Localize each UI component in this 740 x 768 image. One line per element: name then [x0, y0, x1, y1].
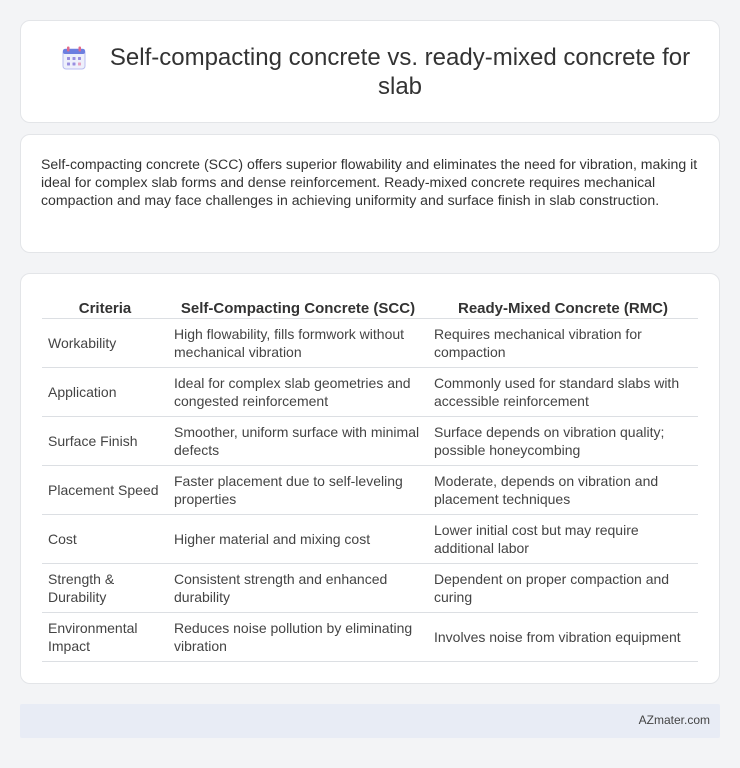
- cell-scc: Consistent strength and enhanced durability: [168, 563, 428, 612]
- cell-scc: Smoother, uniform surface with minimal defects: [168, 416, 428, 465]
- cell-scc: High flowability, fills formwork without mechanical vibration: [168, 318, 428, 367]
- cell-scc: Higher material and mixing cost: [168, 514, 428, 563]
- table-row: [42, 563, 698, 612]
- cell-criteria: Workability: [42, 318, 168, 367]
- cell-rmc: Surface depends on vibration quality; possible honeycombing: [428, 416, 698, 465]
- table-row: [42, 465, 698, 514]
- cell-rmc: Commonly used for standard slabs with accessible reinforcement: [428, 367, 698, 416]
- header-rmc: Ready-Mixed Concrete (RMC): [428, 295, 698, 318]
- cell-rmc: Requires mechanical vibration for compaction: [428, 318, 698, 367]
- table-row: [42, 367, 698, 416]
- calendar-icon: [61, 45, 87, 71]
- cell-criteria: Strength & Durability: [42, 563, 168, 612]
- cell-scc: Ideal for complex slab geometries and congested reinforcement: [168, 367, 428, 416]
- cell-rmc: Moderate, depends on vibration and placement techniques: [428, 465, 698, 514]
- header-scc: Self-Compacting Concrete (SCC): [168, 295, 428, 318]
- summary-card: [20, 134, 720, 253]
- table-row: [42, 416, 698, 465]
- cell-criteria: Placement Speed: [42, 465, 168, 514]
- cell-criteria: Surface Finish: [42, 416, 168, 465]
- header-criteria: Criteria: [42, 295, 168, 318]
- table-header-row: [42, 295, 698, 318]
- summary-text: Self-compacting concrete (SCC) offers superior flowability and eliminates the need for vibration, making it ideal for complex slab forms and dense reinforcement. Ready-mixed concrete requires mechanical compaction and may face challenges in achieving uniformity and surface finish in slab construction.: [41, 156, 698, 208]
- footer-site-link[interactable]: AZmater.com: [638, 713, 710, 727]
- cell-rmc: Dependent on proper compaction and curing: [428, 563, 698, 612]
- cell-criteria: Environmental Impact: [42, 612, 168, 661]
- table-row: [42, 514, 698, 563]
- title-wrap: [61, 43, 699, 101]
- page-title: Self-compacting concrete vs. ready-mixed concrete for slab: [109, 44, 691, 100]
- cell-scc: Faster placement due to self-leveling properties: [168, 465, 428, 514]
- cell-criteria: Application: [42, 367, 168, 416]
- header-card: [20, 20, 720, 123]
- cell-rmc: Involves noise from vibration equipment: [428, 612, 698, 661]
- cell-criteria: Cost: [42, 514, 168, 563]
- footer-bar: [20, 704, 720, 738]
- comparison-table: [42, 295, 698, 662]
- cell-rmc: Lower initial cost but may require additional labor: [428, 514, 698, 563]
- table-row: [42, 612, 698, 661]
- cell-scc: Reduces noise pollution by eliminating vibration: [168, 612, 428, 661]
- table-card: [20, 273, 720, 684]
- table-row: [42, 318, 698, 367]
